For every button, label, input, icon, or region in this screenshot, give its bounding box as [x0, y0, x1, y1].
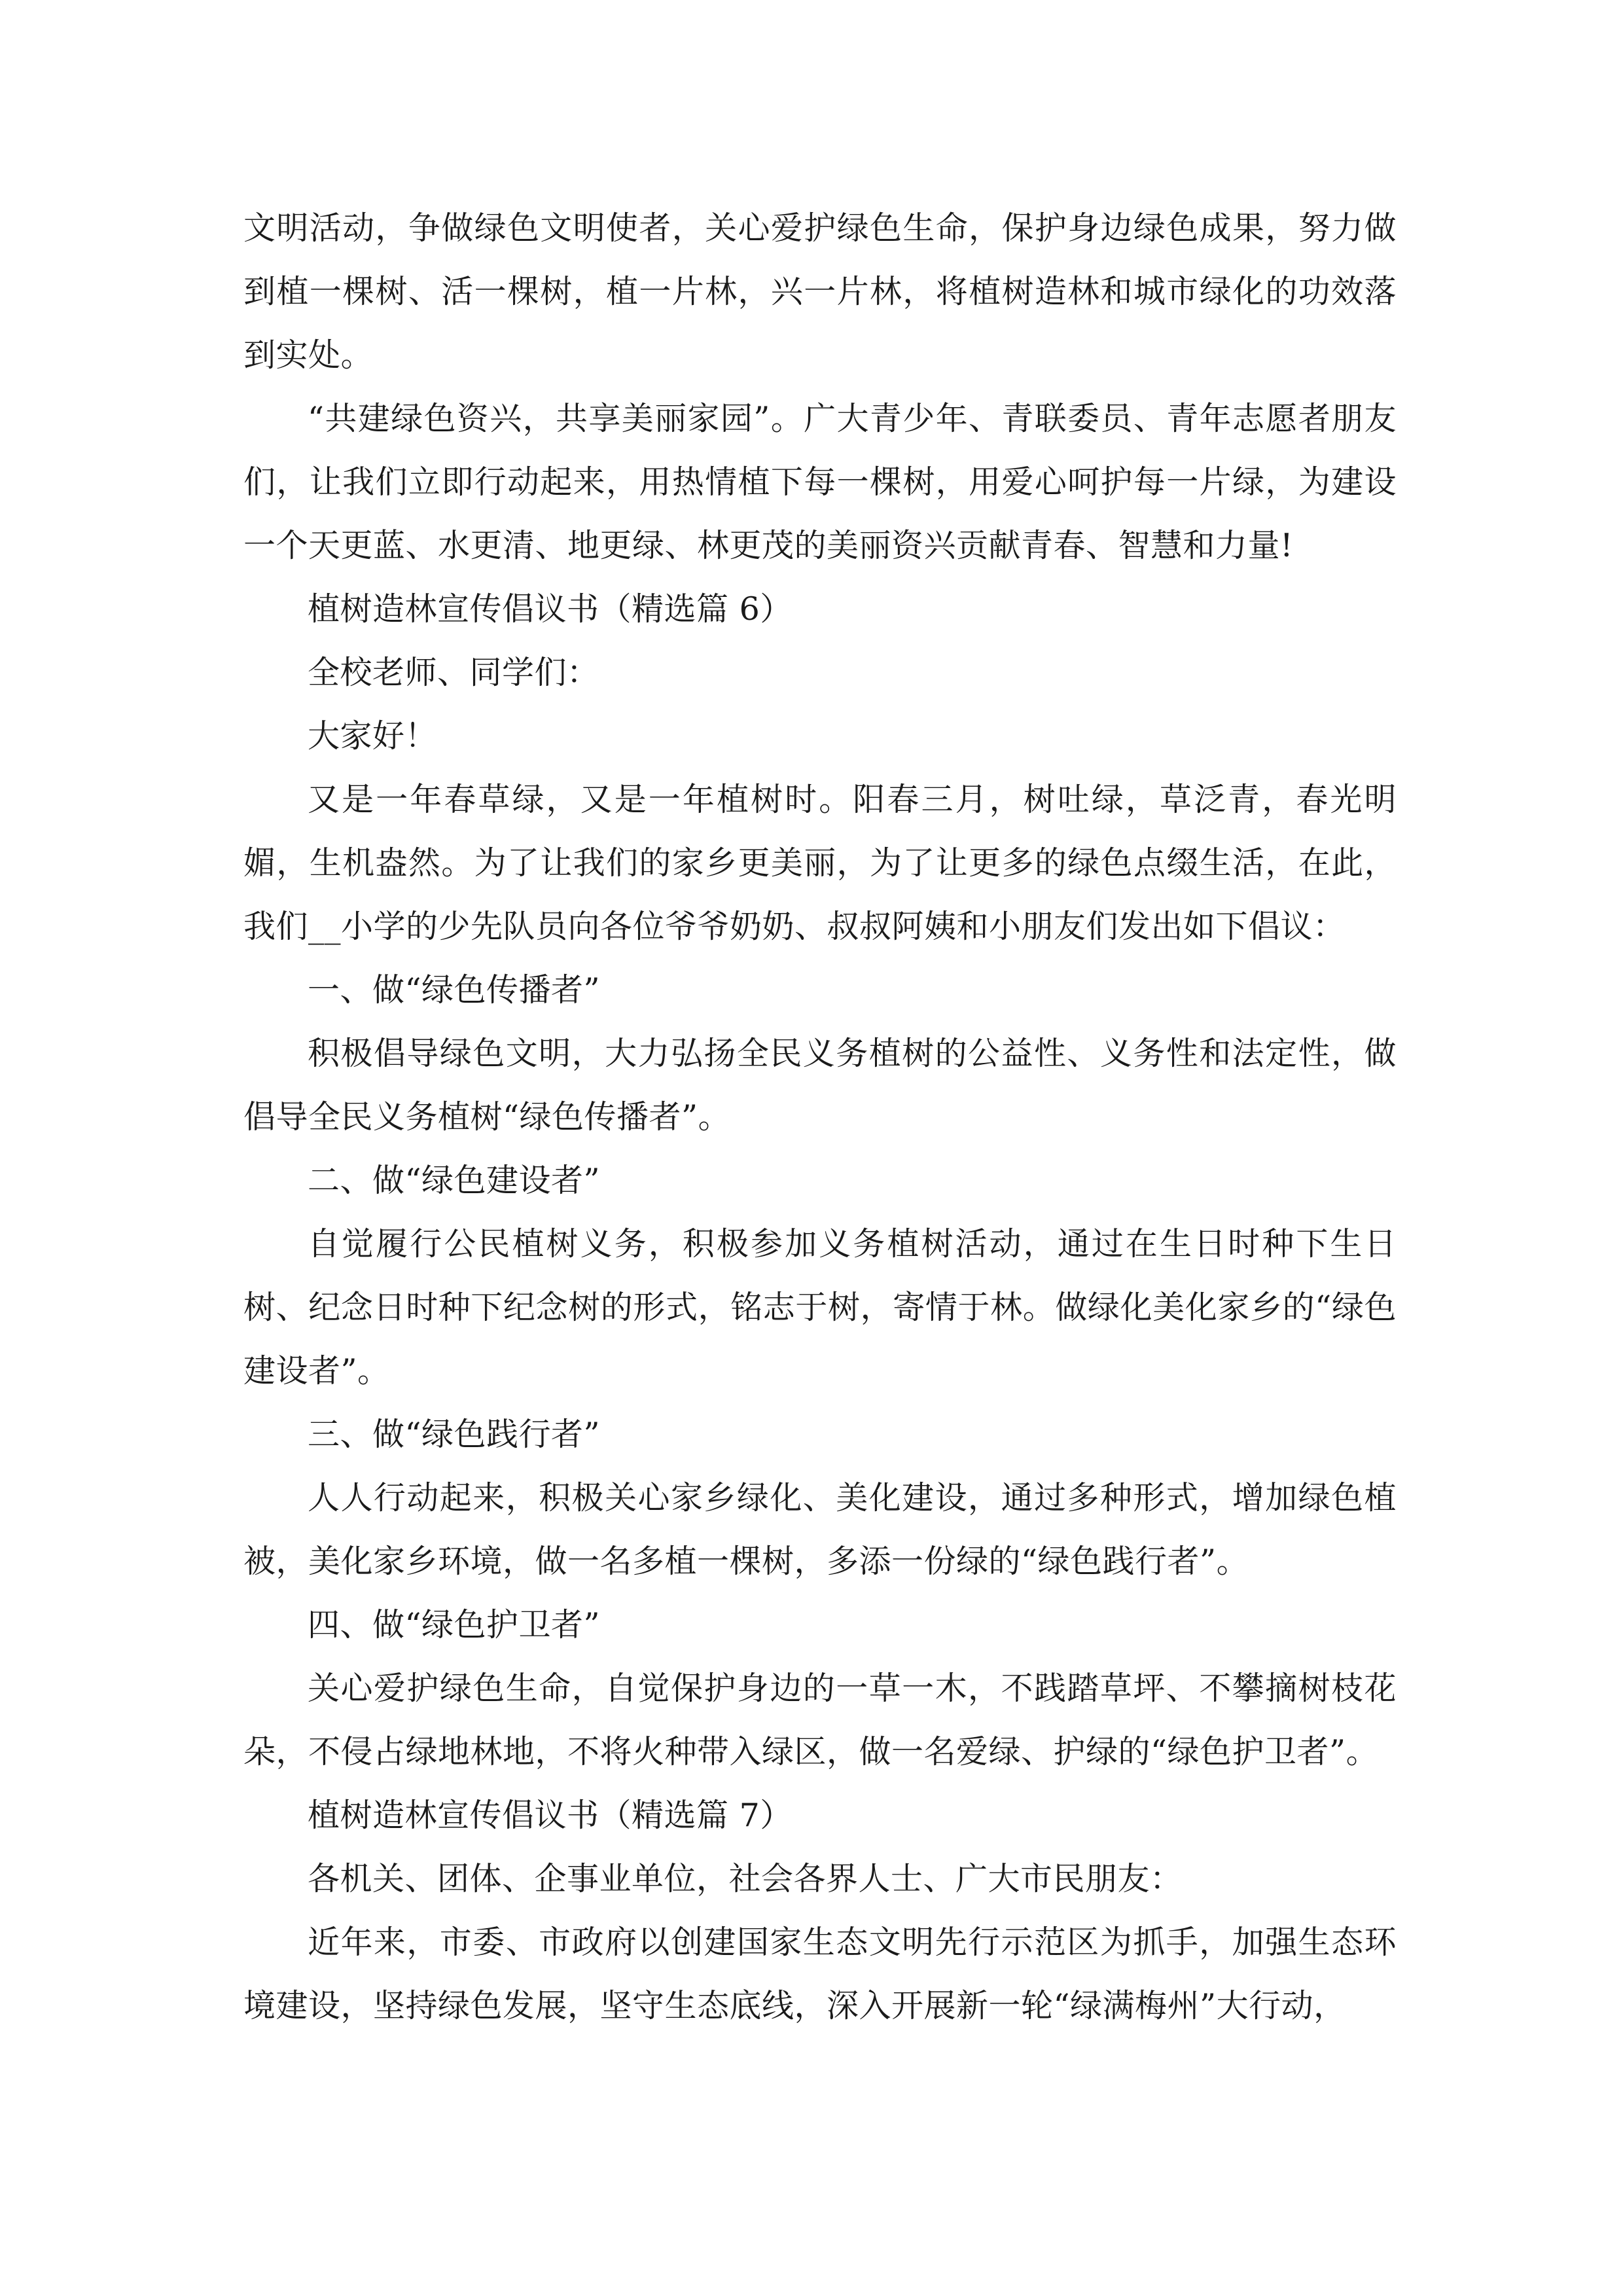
paragraph-item-1: 积极倡导绿色文明，大力弘扬全民义务植树的公益性、义务性和法定性，做倡导全民义务植树“绿色传播者”。 — [243, 1035, 1397, 1136]
paragraph-item-4: 关心爱护绿色生命，自觉保护身边的一草一木，不践踏草坪、不攀摘树枝花朵，不侵占绿地林地，不将火种带入绿区，做一名爱绿、护绿的“绿色护卫者”。 — [243, 1670, 1397, 1770]
salutation: 全校老师、同学们： — [308, 654, 599, 691]
paragraph-appeal: “共建绿色资兴，共享美丽家园”。广大青少年、青联委员、青年志愿者朋友们，让我们立即行动起来，用热情植下每一棵树，用爱心呵护每一片绿，为建设一个天更蓝、水更清、地更绿、林更茂的美丽资兴贡献青春、智慧和力量! — [243, 400, 1397, 564]
heading-item-2: 二、做“绿色建设者” — [308, 1162, 601, 1199]
heading-item-4: 四、做“绿色护卫者” — [308, 1606, 601, 1643]
salutation-7: 各机关、团体、企事业单位，社会各界人士、广大市民朋友： — [308, 1860, 1183, 1897]
heading-item-1: 一、做“绿色传播者” — [308, 971, 601, 1009]
paragraph-item-2: 自觉履行公民植树义务，积极参加义务植树活动，通过在生日时种下生日树、纪念日时种下纪念树的形式，铭志于树，寄情于林。做绿化美化家乡的“绿色建设者”。 — [243, 1225, 1397, 1390]
section-title-7: 植树造林宣传倡议书（精选篇 7） — [308, 1797, 793, 1834]
document-body — [243, 196, 1397, 2037]
section-title-6: 植树造林宣传倡议书（精选篇 6） — [308, 590, 793, 628]
greeting: 大家好！ — [308, 717, 438, 755]
paragraph-intro: 又是一年春草绿，又是一年植树时。阳春三月，树吐绿，草泛青，春光明媚，生机盎然。为了让我们的家乡更美丽，为了让更多的绿色点缀生活，在此，我们__小学的少先队员向各位爷爷奶奶、叔叔阿姨和小朋友们发出如下倡议： — [243, 781, 1397, 945]
heading-item-3: 三、做“绿色践行者” — [308, 1416, 601, 1453]
paragraph-continuation: 文明活动，争做绿色文明使者，关心爱护绿色生命，保护身边绿色成果，努力做到植一棵树、活一棵树，植一片林，兴一片林，将植树造林和城市绿化的功效落到实处。 — [243, 209, 1397, 374]
paragraph-recent-years: 近年来，市委、市政府以创建国家生态文明先行示范区为抓手，加强生态环境建设，坚持绿色发展，坚守生态底线，深入开展新一轮“绿满梅州”大行动， — [243, 1924, 1397, 2024]
paragraph-item-3: 人人行动起来，积极关心家乡绿化、美化建设，通过多种形式，增加绿色植被，美化家乡环境，做一名多植一棵树，多添一份绿的“绿色践行者”。 — [243, 1479, 1397, 1580]
